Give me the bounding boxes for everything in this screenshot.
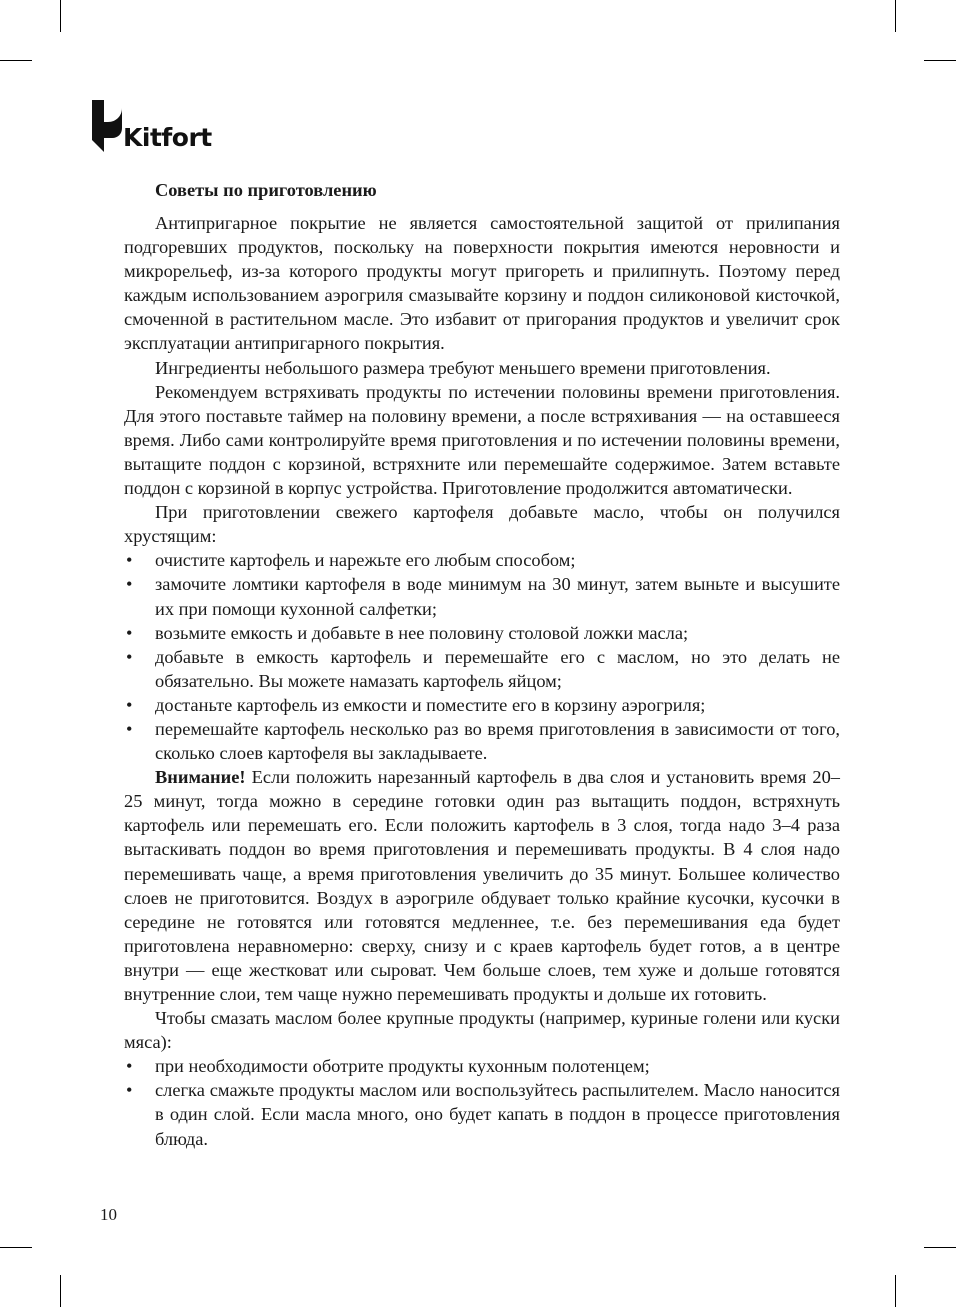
bullet-icon: •: [126, 718, 133, 739]
bullet-icon: •: [126, 574, 133, 595]
list-item-text: слегка смажьте продукты маслом или воспользуйтесь распылителем. Масло наносится в один слой. Если масла много, оно будет капать в поддон в процессе приготовления блюда.: [155, 1080, 840, 1149]
paragraph-warning: [124, 765, 840, 1006]
bullet-icon: •: [126, 694, 133, 715]
warning-label: Внимание!: [155, 767, 246, 788]
paragraph-oil-intro: Чтобы смазать маслом более крупные продукты (например, куриные голени или куски мяса):: [124, 1008, 840, 1053]
bullet-icon: •: [126, 1080, 133, 1101]
crop-mark: [895, 0, 896, 32]
list-item: [124, 693, 840, 717]
paragraph-shake: Рекомендуем встряхивать продукты по истечении половины времени приготовления. Для этого поставьте таймер на половину времени, а после встряхивания — на оставшееся время. Либо сами контролируйте время приготовления и по истечении половины времени, вытащите поддон с корзиной, встряхните или перемешайте содержимое. Затем вставьте поддон с корзиной в корпус устройства. Приготовление продолжится автоматически.: [124, 381, 840, 499]
page-number: 10: [100, 1205, 117, 1224]
list-item-text: очистите картофель и нарежьте его любым способом;: [155, 550, 576, 571]
list-item: [124, 717, 840, 765]
section-heading: Советы по приготовлению: [155, 180, 377, 200]
list-item: [124, 548, 840, 572]
bullet-icon: •: [126, 646, 133, 667]
warning-text: Если положить нарезанный картофель в два слоя и установить время 20–25 минут, тогда можно в середине готовки один раз вытащить поддон, встряхнуть картофель или перемешать его. Если положить картофель в 3 слоя, тогда надо 3–4 раза вытаскивать поддон во время приготовления и перемешивать продукты. В 4 слоя надо перемешивать чаще, а время приготовления увеличить до 35 минут. Большее количество слоев не приготовится. Воздух в аэрогриле обдувает только крайние кусочки, кусочки в середине не готовятся или готовятся медленнее, т.е. без перемешивания еда будет приготовлена неравномерно: сверху, снизу и с краев картофель будет готов, а в центре внутри — еще жестковат или сыроват. Чем больше слоев, тем хуже и дольше готовятся внутренние слои, тем чаще нужно перемешивать продукты и дольше их готовить.: [124, 767, 840, 1004]
crop-mark: [924, 60, 956, 61]
crop-mark: [60, 0, 61, 32]
list-item-text: при необходимости оботрите продукты кухонным полотенцем;: [155, 1056, 650, 1077]
crop-mark: [0, 1247, 32, 1248]
bullet-icon: •: [126, 550, 133, 571]
list-item: [124, 572, 840, 620]
list-item-text: добавьте в емкость картофель и перемешайте его с маслом, но это делать не обязательно. Вы можете намазать картофель яйцом;: [155, 646, 840, 691]
list-item: [124, 621, 840, 645]
crop-mark: [60, 1275, 61, 1307]
list-item: [124, 645, 840, 693]
list-item-text: замочите ломтики картофеля в воде минимум на 30 минут, затем выньте и высушите их при помощи кухонной салфетки;: [155, 574, 840, 619]
list-item-text: возьмите емкость и добавьте в нее половину столовой ложки масла;: [155, 622, 689, 643]
list-item-text: достаньте картофель из емкости и поместите его в корзину аэрогриля;: [155, 694, 706, 715]
crop-mark: [0, 60, 32, 61]
oil-steps-list: [124, 1054, 840, 1150]
paragraph-potato-intro: При приготовлении свежего картофеля добавьте масло, чтобы он получился хрустящим:: [124, 502, 840, 547]
list-item-text: перемешайте картофель несколько раз во время приготовления в зависимости от того, сколько слоев картофеля вы закладываете.: [155, 718, 840, 764]
paragraph-small-ingredients: Ингредиенты небольшого размера требуют меньшего времени приготовления.: [155, 357, 771, 378]
bullet-icon: •: [126, 1056, 133, 1077]
crop-mark: [924, 1247, 956, 1248]
page-content: [124, 178, 840, 1151]
list-item: [124, 1078, 840, 1150]
kitfort-logo: [92, 100, 212, 152]
list-item: [124, 1054, 840, 1078]
crop-mark: [895, 1275, 896, 1307]
brand-name: Kitfort: [123, 123, 212, 152]
kitfort-logo-icon: [92, 100, 122, 152]
bullet-icon: •: [126, 622, 133, 643]
paragraph-nonstick: Антипригарное покрытие не является самостоятельной защитой от прилипания подгоревших продуктов, поскольку на поверхности покрытия имеются неровности и микрорельеф, из-за которого продукты могут пригореть и прилипнуть. Поэтому перед каждым использованием аэрогриля смазывайте корзину и поддон силиконовой кисточкой, смоченной в растительном масле. Это избавит от пригорания продуктов и увеличит срок эксплуатации антипригарного покрытия.: [124, 213, 840, 354]
potato-steps-list: [124, 548, 840, 765]
